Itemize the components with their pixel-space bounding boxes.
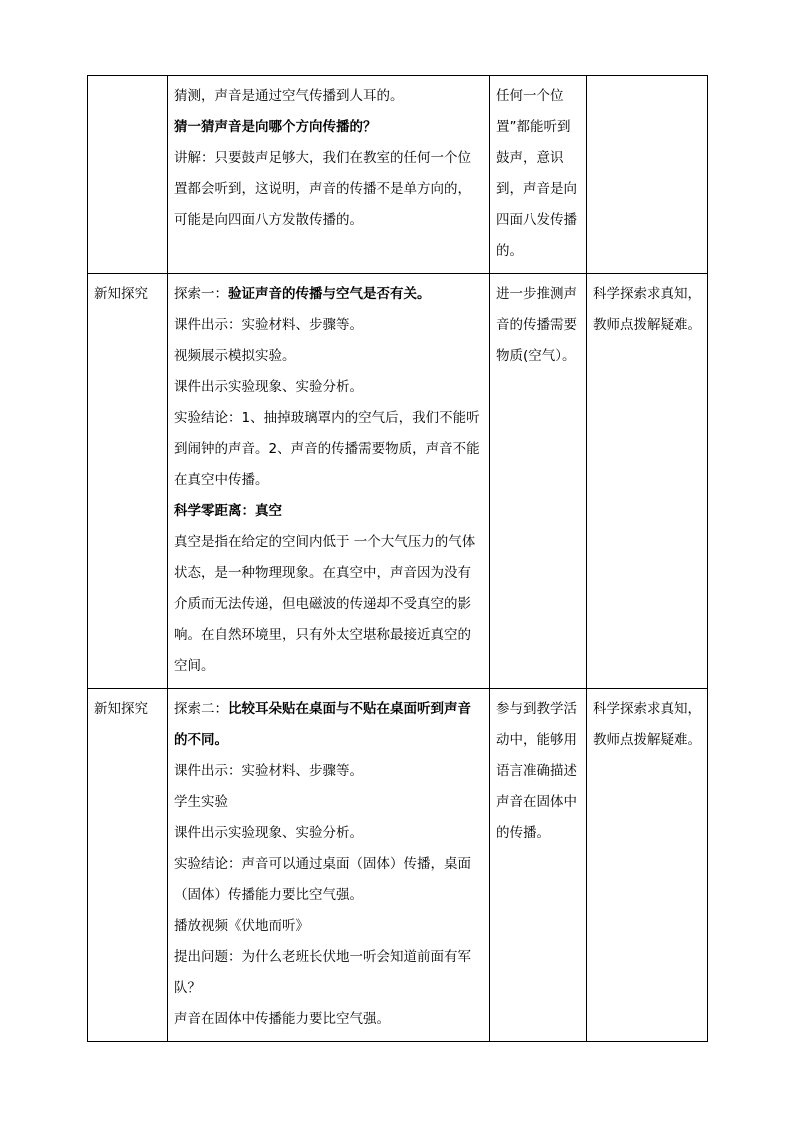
design-intent-cell: 科学探索求真知，教师点拨解疑难。 <box>587 689 708 1042</box>
content-line: 声音在固体中传播能力要比空气强。 <box>174 1011 390 1027</box>
teacher-activity-cell <box>168 76 490 274</box>
design-intent-cell: 科学探索求真知，教师点拨解疑难。 <box>587 274 708 689</box>
section-prefix: 探索二： <box>174 701 228 717</box>
lesson-plan-table <box>87 75 708 1042</box>
content-line: 真空是指在给定的空间内低于 一个大气压力的气体状态，是一种物理现象。在真空中，声音因为没有介质而无法传递，但电磁波的传递却不受真空的影响。在自然环境里，只有外太空堪称最接近真空的空间。 <box>174 534 476 674</box>
content-line <box>174 279 483 310</box>
content-line: 实验结论：声音可以通过桌面（固体）传播，桌面（固体）传播能力要比空气强。 <box>174 856 471 903</box>
table-row <box>88 689 708 1042</box>
content-line: 猜一猜声音是向哪个方向传播的？ <box>174 119 377 135</box>
content-line: 课件出示：实验材料、步骤等。 <box>174 763 363 779</box>
content-line: 课件出示：实验材料、步骤等。 <box>174 317 363 333</box>
section-heading: 比较耳朵贴在桌面与不贴在桌面听到声音的不同。 <box>174 701 471 748</box>
content-line: 提出问题：为什么老班长伏地一听会知道前面有军队？ <box>174 949 471 996</box>
section-prefix: 探索一： <box>174 286 228 302</box>
table-row <box>88 76 708 274</box>
content-line: 课件出示实验现象、实验分析。 <box>174 825 363 841</box>
teacher-activity-cell <box>168 274 490 689</box>
teacher-activity-cell <box>168 689 490 1042</box>
content-line: 实验结论：1、抽掉玻璃罩内的空气后，我们不能听到闹钟的声音。2、声音的传播需要物质，声音不能在真空中传播。 <box>174 410 480 488</box>
content-line: 播放视频《伏地而听》 <box>174 918 309 934</box>
student-activity-cell: 进一步推测声音的传播需要物质(空气）。 <box>490 274 587 689</box>
content-line <box>174 694 483 756</box>
content-line: 课件出示实验现象、实验分析。 <box>174 379 363 395</box>
student-activity-cell: 任何一个位置”都能听到鼓声，意识到，声音是向四面八发传播的。 <box>490 76 587 274</box>
content-line: 科学零距离：真空 <box>174 503 282 519</box>
content-line: 讲解：只要鼓声足够大，我们在教室的任何一个位置都会听到，这说明，声音的传播不是单方向的，可能是向四面八方发散传播的。 <box>174 150 471 228</box>
section-heading: 验证声音的传播与空气是否有关。 <box>228 286 431 302</box>
content-line: 学生实验 <box>174 794 228 810</box>
table-row <box>88 274 708 689</box>
student-activity-cell: 参与到教学活动中，能够用语言准确描述声音在固体中的传播。 <box>490 689 587 1042</box>
stage-cell <box>88 76 168 274</box>
stage-cell: 新知探究 <box>88 274 168 689</box>
content-line: 视频展示模拟实验。 <box>174 348 296 364</box>
stage-cell: 新知探究 <box>88 689 168 1042</box>
design-intent-cell <box>587 76 708 274</box>
content-line: 猜测，声音是通过空气传播到人耳的。 <box>174 88 404 104</box>
